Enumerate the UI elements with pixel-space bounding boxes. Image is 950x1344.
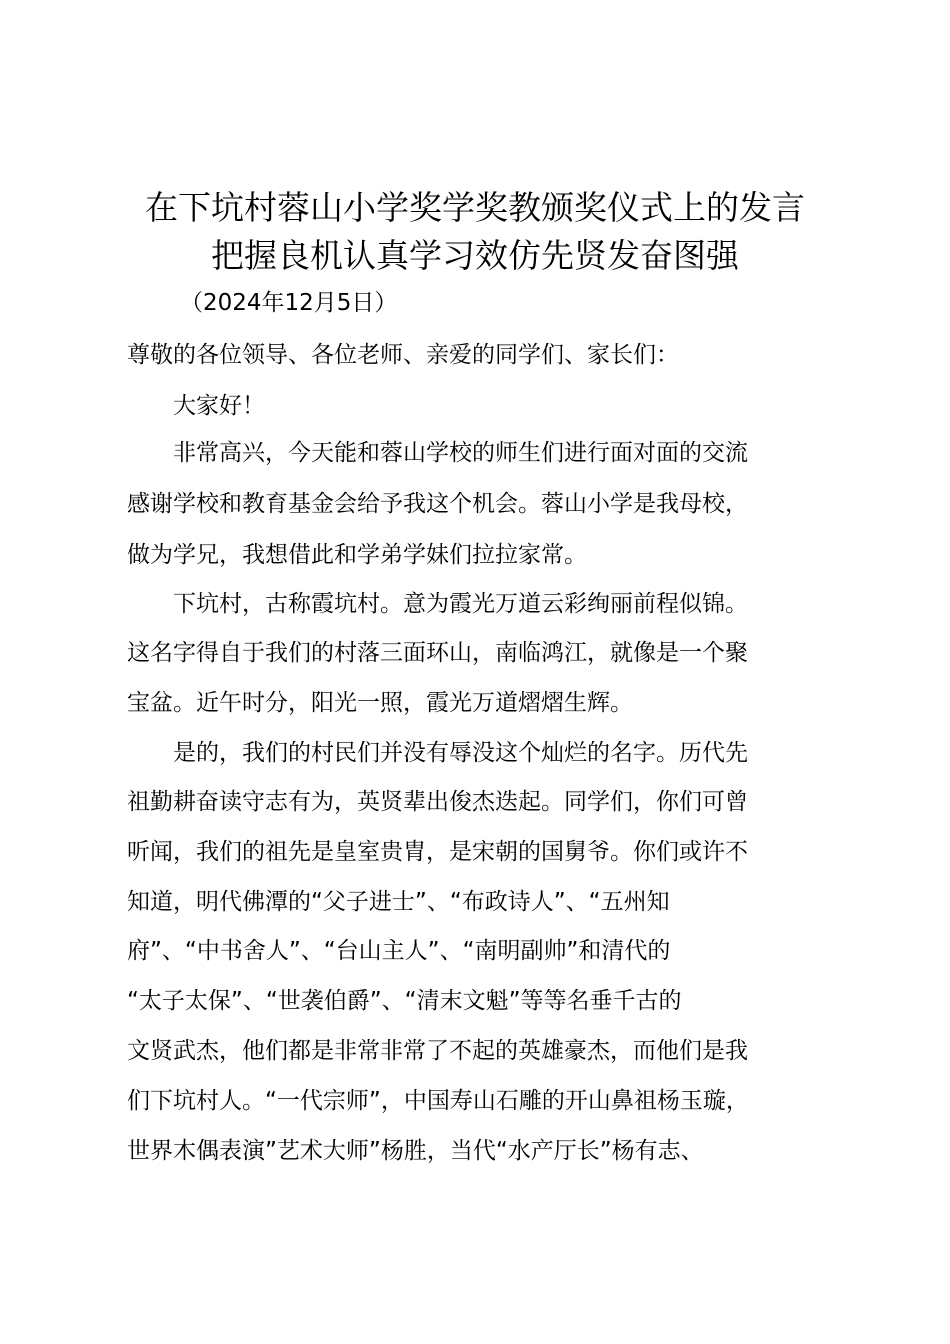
- body-line: 感谢学校和教育基金会给予我这个机会。蓉山小学是我母校，: [127, 491, 748, 517]
- body-line: 做为学兄，我想借此和学弟学妹们拉拉家常。: [127, 542, 587, 568]
- document-title-line-1: 在下坑村蓉山小学奖学奖教颁奖仪式上的发言: [145, 188, 805, 227]
- body-line: 们下坑村人。“一代宗师”，中国寿山石雕的开山鼻祖杨玉璇，: [127, 1088, 749, 1114]
- body-line: 是的，我们的村民们并没有辱没这个灿烂的名字。历代先: [127, 740, 748, 766]
- body-line: 宝盆。近午时分，阳光一照，霞光万道熠熠生辉。: [127, 690, 633, 716]
- salutation-line: 尊敬的各位领导、各位老师、亲爱的同学们、家长们：: [127, 342, 679, 368]
- document-title-line-2: 把握良机认真学习效仿先贤发奋图强: [211, 236, 739, 275]
- body-line: 下坑村，古称霞坑村。意为霞光万道云彩绚丽前程似锦。: [127, 591, 748, 617]
- body-line: 府”、“中书舍人”、“台山主人”、“南明副帅”和清代的: [127, 938, 671, 964]
- body-line: 这名字得自于我们的村落三面环山，南临鸿江，就像是一个聚: [127, 640, 748, 666]
- body-line: 祖勤耕奋读守志有为，英贤辈出俊杰迭起。同学们，你们可曾: [127, 789, 748, 815]
- body-line: 文贤武杰，他们都是非常非常了不起的英雄豪杰，而他们是我: [127, 1038, 748, 1064]
- body-line: 非常高兴，今天能和蓉山学校的师生们进行面对面的交流: [127, 440, 748, 466]
- body-line: “太子太保”、“世袭伯爵”、“清末文魁”等等名垂千古的: [127, 988, 682, 1014]
- body-line: 知道，明代佛潭的“父子进士”、“布政诗人”、“五州知: [127, 889, 670, 915]
- document-date: （2024年12月5日）: [180, 290, 398, 316]
- body-line: 世界木偶表演”艺术大师”杨胜，当代“水产厅长”杨有志、: [127, 1138, 704, 1164]
- greeting-line: 大家好！: [127, 393, 265, 419]
- body-line: 听闻，我们的祖先是皇室贵胄，是宋朝的国舅爷。你们或许不: [127, 839, 748, 865]
